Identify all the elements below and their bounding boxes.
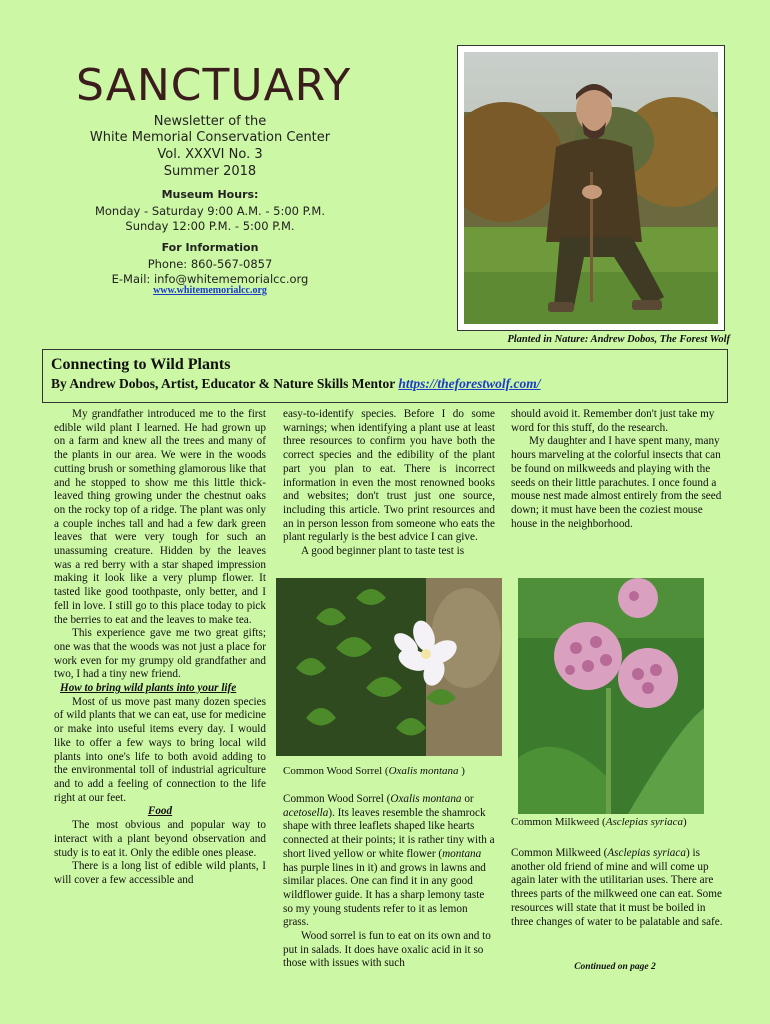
subtitle-line-1: Newsletter of the [153,114,267,129]
paragraph: should avoid it. Remember don't just take my word for this stuff, do the research. [511,408,715,434]
article-header-box [42,349,728,403]
cover-photo-caption: Planted in Nature: Andrew Dobos, The Forest Wolf [507,334,730,345]
article-column-2-lower [283,793,495,971]
paragraph: Most of us move past many dozen species of wild plants that we can eat, use for medicine or make into useful items every day. I would like to offer a few ways to bring local wild plants into one's life to both avoid adding to the environmental toll of industrial agriculture and to add a feeling of connection to the life right at our feet. [54,695,266,804]
continued-note: Continued on page 2 [574,962,656,972]
author-website-link[interactable]: https://theforestwolf.com/ [398,376,541,391]
article-column-2 [283,408,495,559]
volume-line: Vol. XXXVI No. 3 [157,147,263,162]
email-line: E-Mail: info@whitememorialcc.org [111,272,309,286]
subheading-bring-plants: How to bring wild plants into your life [60,682,237,695]
subtitle-line-2: White Memorial Conservation Center [89,130,331,145]
season-line: Summer 2018 [163,164,257,179]
paragraph: Common Wood Sorrel (Oxalis montana or acetosella). Its leaves resemble the shamrock shape with three leaflets shaped like hearts connected at their points; it is rather tiny with a short lived yellow or white flower (montana has purple lines in it) and grows in lawns and similar places. One can find it in any good wildflower guide. It has a sharp lemony taste so my young students refer to it as lemon grass. [283,793,495,929]
wood-sorrel-caption: Common Wood Sorrel (Oxalis montana ) [283,765,465,777]
article-column-3 [511,408,723,531]
article-byline [51,376,541,392]
paragraph: There is a long list of edible wild plants, I will cover a few accessible and [54,860,266,886]
newsletter-title: SANCTUARY [76,60,352,111]
paragraph: Common Milkweed (Asclepias syriaca) is another old friend of mine and will come up again later with the utilitarian uses. There are threes parts of the milkweed one can eat. Some resources will state that it must be boiled in three changes of water to be palatable and safe. [511,847,723,928]
wood-sorrel-photo [276,578,502,756]
website-link[interactable]: www.whitememorialcc.org [153,285,267,296]
subheading-food: Food [147,805,173,818]
milkweed-caption: Common Milkweed (Asclepias syriaca) [511,816,687,828]
paragraph: Wood sorrel is fun to eat on its own and to put in salads. It does have oxalic acid in it so those with issues with such [283,930,491,970]
paragraph: My grandfather introduced me to the first edible wild plant I learned. He had grown up on a farm and knew all the trees and many of the plants in our area. We were in the woods cutting brush or something glamorous like that and he stopped to show me this little thick-leaved thing growing under the chestnut oaks on the rocky top of a ridge. The plant was only a couple inches tall and had a few dark green leaves that were very tough for such an unassuming creature. Hidden by the leaves was a red berry with a star shaped impression making it look like a very plump flower. It tasted like good toothpaste, only better, and I fell in love. I still go to this place today to pick the berries to eat and the leaves to make tea. [54,408,266,626]
milkweed-photo [518,578,704,814]
paragraph: My daughter and I have spent many, many hours marveling at the colorful insects that can be found on milkweeds and playing with the seeds on their little parachutes. I once found a mouse nest made almost entirely from the seed down; it must have been the coziest mouse house in the neighborhood. [511,435,722,530]
paragraph: The most obvious and popular way to interact with a plant beyond observation and study is to eat it. Only the edible ones please. [54,819,266,859]
article-column-1 [54,408,266,888]
cover-photo-frame [457,45,725,331]
article-title: Connecting to Wild Plants [51,356,231,373]
paragraph: This experience gave me two great gifts; one was that the woods was not just a place for work even for my grumpy old grandfather and two, I had a tiny new friend. [54,627,266,681]
paragraph: easy-to-identify species. Before I do some warnings; when identifying a plant use at least three resources to confirm you have both the correct species and the edibility of the plant part you plan to eat. There is incorrect information in even the most renowned books and websites; don't trust just one source, including this article. Two print resources and an in person lesson from someone who eats the plant regularly is the best advice I can give. [283,408,495,544]
info-label: For Information [161,241,259,254]
cover-photo [464,52,718,324]
hours-sunday: Sunday 12:00 P.M. - 5:00 P.M. [125,219,295,233]
article-column-3-lower [511,847,723,929]
phone-line: Phone: 860-567-0857 [147,257,273,271]
byline-text: By Andrew Dobos, Artist, Educator & Nature Skills Mentor [51,376,399,391]
hours-weekday: Monday - Saturday 9:00 A.M. - 5:00 P.M. [94,204,326,218]
hours-label: Museum Hours: [161,188,259,201]
masthead [60,60,360,300]
paragraph: A good beginner plant to taste test is [301,545,465,558]
